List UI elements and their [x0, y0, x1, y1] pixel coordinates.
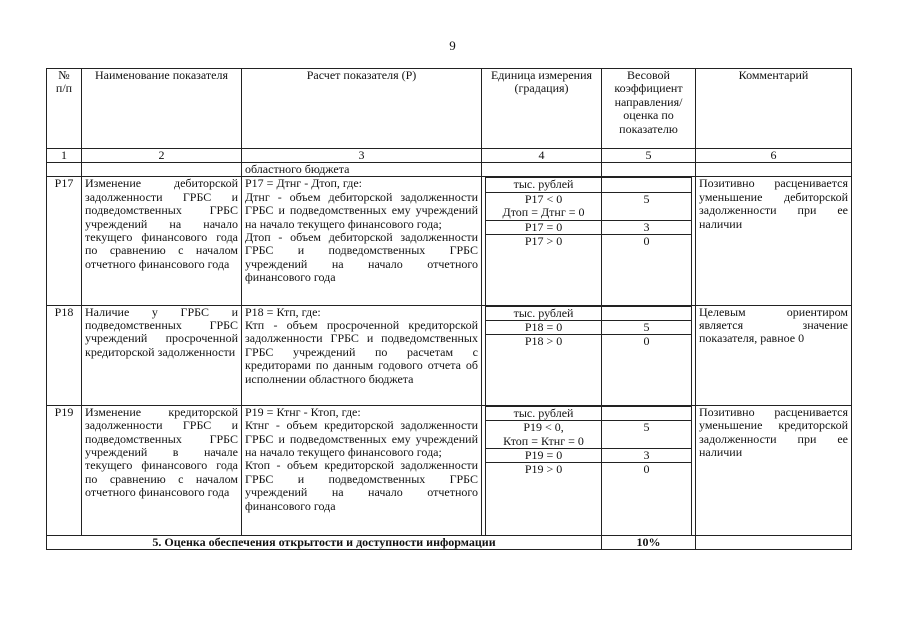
comment-text: Позитивно расценивается уменьшение кредиторской задолженности при ее наличии: [696, 405, 852, 535]
indicator-table: [46, 68, 852, 550]
table-row-p18: [47, 305, 852, 405]
grade-score: 0: [602, 335, 692, 405]
calculation-text: P18 = Ктп, где: Ктп - объем просроченной кредиторской задолженности ГРБС и подведомственных ГРБС учреждений по расчетам с кредиторами по данным годового отчета об исполнении областного бюджета: [242, 305, 482, 405]
calculation-text: P17 = Дтнг - Дтоп, где: Дтнг - объем дебиторской задолженности ГРБС и подведомственных ему учреждений на начало текущего финансового года; Дтоп - объем дебиторской задолженности ГРБС и подведомственных ГРБС учреждений на начало отчетного финансового года: [242, 177, 482, 305]
grade-label: P19 > 0: [486, 463, 602, 535]
indicator-name: Изменение дебиторской задолженности ГРБС и подведомственных ГРБС учреждений на начало текущего финансового года по сравнению с началом отчетного финансового года: [82, 177, 242, 305]
grade-score: 3: [602, 449, 692, 463]
calculation-text: P19 = Ктнг - Ктоп, где: Ктнг - объем кредиторской задолженности ГРБС и подведомственных ему учреждений на начало текущего финансового года; Ктоп - объем кредиторской задолженности ГРБС и подведомственных ГРБС учреждений на начало отчетного финансового года: [242, 405, 482, 535]
header-comment: Комментарий: [696, 69, 852, 149]
comment-text: Целевым ориентиром является значение показателя, равное 0: [696, 305, 852, 405]
row-id: P18: [47, 305, 82, 405]
grade-label: P19 = 0: [486, 449, 602, 463]
section-row: [47, 535, 852, 549]
grading-table: [485, 306, 692, 405]
grade-label: P17 < 0 Дтоп = Дтнг = 0: [486, 192, 602, 220]
table-row-p19: [47, 405, 852, 535]
carry-over-text: областного бюджета: [242, 163, 482, 177]
section-title: 5. Оценка обеспечения открытости и доступности информации: [47, 535, 602, 549]
column-number: 3: [242, 149, 482, 163]
column-number: 4: [482, 149, 602, 163]
grade-label: P18 > 0: [486, 335, 602, 405]
grade-label: P17 = 0: [486, 220, 602, 234]
table-header-row: [47, 69, 852, 149]
grading-table: [485, 177, 692, 304]
grading-table: [485, 406, 692, 535]
table-row-p17: [47, 177, 852, 305]
grade-label: P19 < 0, Ктоп = Ктнг = 0: [486, 421, 602, 449]
indicator-name: Изменение кредиторской задолженности ГРБС и подведомственных ГРБС учреждений в начале текущего финансового года по сравнению с началом отчетного финансового года: [82, 405, 242, 535]
header-number: № п/п: [47, 69, 82, 149]
header-weight: Весовой коэффициент направления/ оценка по показателю: [602, 69, 696, 149]
grade-score: 0: [602, 235, 692, 305]
header-calculation: Расчет показателя (Р): [242, 69, 482, 149]
grading-cell: [482, 305, 696, 405]
column-number: 2: [82, 149, 242, 163]
grade-score: 5: [602, 320, 692, 334]
grade-score: 3: [602, 220, 692, 234]
column-number: 6: [696, 149, 852, 163]
column-numbers-row: [47, 149, 852, 163]
header-unit: Единица измерения (градация): [482, 69, 602, 149]
grade-label: P17 > 0: [486, 235, 602, 305]
indicator-name: Наличие у ГРБС и подведомственных ГРБС учреждений просроченной кредиторской задолженности: [82, 305, 242, 405]
row-id: P17: [47, 177, 82, 305]
column-number: 5: [602, 149, 696, 163]
grade-score: 5: [602, 192, 692, 220]
grade-score: 5: [602, 421, 692, 449]
section-weight: 10%: [602, 535, 696, 549]
unit-label: тыс. рублей: [486, 406, 602, 420]
unit-label: тыс. рублей: [486, 306, 602, 320]
grade-label: P18 = 0: [486, 320, 602, 334]
grading-cell: [482, 177, 696, 305]
header-indicator-name: Наименование показателя: [82, 69, 242, 149]
row-id: P19: [47, 405, 82, 535]
column-number: 1: [47, 149, 82, 163]
grade-score: 0: [602, 463, 692, 535]
unit-label: тыс. рублей: [486, 178, 602, 192]
page-number: 9: [449, 38, 456, 53]
grading-cell: [482, 405, 696, 535]
carry-over-row: [47, 163, 852, 177]
comment-text: Позитивно расценивается уменьшение дебиторской задолженности при ее наличии: [696, 177, 852, 305]
